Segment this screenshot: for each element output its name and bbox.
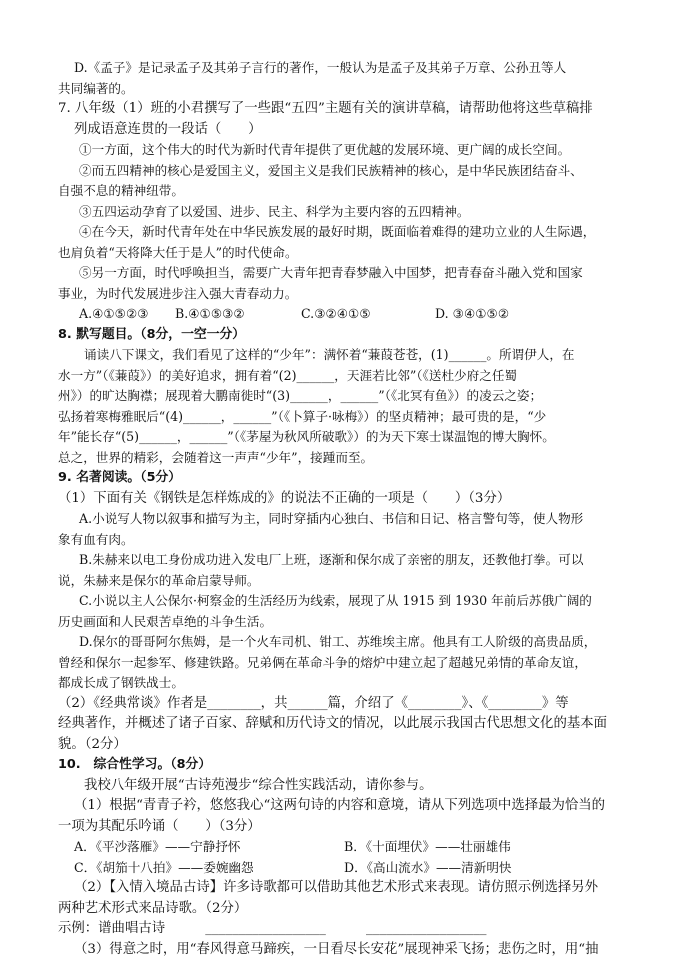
question-10-options-row-1	[58, 837, 644, 858]
option-a: A．《平沙落雁》——宁静抒怀	[74, 839, 241, 854]
text-line: D.《孟子》是记录孟子及其弟子言行的著作，一般认为是孟子及其弟子万章、公孙丑等人	[74, 60, 567, 75]
text-line: （1）下面有关《钢铁是怎样炼成的》的说法不正确的一项是（ ）（3分）	[58, 490, 511, 506]
text-line: ⑤另一方面，时代呼唤担当，需要广大青年把青春梦融入中国梦，把青春奋斗融入党和国家	[79, 265, 583, 280]
question-10-options-row-2	[58, 858, 644, 879]
text-line: 经典著作，并概述了诸子百家、辞赋和历代诗文的情况，以此展示我国古代思想文化的基本面	[58, 716, 608, 731]
questions-8-10-block	[58, 325, 644, 838]
text-line: ④在今天，新时代青年处在中华民族发展的最好时期，既面临着难得的建功立业的人生际遇，	[79, 224, 596, 239]
option-d: D．《高山流水》——清新明快	[344, 859, 512, 875]
text-line: 事业，为时代发展进步注入强大青春动力。	[58, 285, 298, 301]
text-line: （3）得意之时，用“春风得意马蹄疾，一日看尽长安花”展现神采飞扬；悲伤之时，用“抽	[74, 941, 599, 957]
text-line: 我校八年级开展“古诗苑漫步“综合性实践活动，请你参与。	[84, 777, 433, 793]
text-line: B.朱赫来以电工身份成功进入发电厂上班，逐渐和保尔成了亲密的朋友，还教他打拳。可以	[79, 552, 584, 567]
text-line: 10. 综合性学习。（8分）	[58, 757, 212, 772]
text-line: 两种艺术形式来品诗歌。（2分）	[58, 900, 248, 916]
text-line: 说，朱赫来是保尔的革命启蒙导师。	[58, 572, 260, 588]
text-line: 貌。（2分）	[58, 736, 127, 752]
text-line: 总之，世界的精彩，会随着这一声声“少年”，接踵而至。	[58, 449, 374, 465]
text-line: ③五四运动孕育了以爱国、进步、民主、科学为主要内容的五四精神。	[79, 203, 470, 219]
text-line: （2）《经典常谈》作者是________，共______篇，介绍了《________》、《________》等	[58, 695, 569, 711]
text-line: 自强不息的精神纽带。	[58, 183, 184, 198]
text-line: （1）根据“青青子衿，悠悠我心“这两句诗的内容和意境，请从下列选项中选择最为恰当的	[74, 798, 606, 813]
text-line: 水一方”（《蒹葭》）的美好追求，拥有着“(2)______，天涯若比邻”（《送杜少府之任蜀	[58, 367, 518, 383]
text-line: 州》）的旷达胸襟；展现着大鹏南徙时“(3)______，______”（《北冥有鱼》）的凌云之姿；	[58, 388, 543, 403]
text-line: C.小说以主人公保尔·柯察金的生活经历为线索，展现了从 1915 到 1930 年前后苏俄广阔的	[79, 593, 592, 608]
text-line: 共同编著的。	[58, 80, 134, 96]
text-line: 历史画面和人民艰苦卓绝的斗争生活。	[58, 613, 273, 629]
exam-page	[58, 58, 644, 960]
question-7-block	[58, 58, 644, 304]
option-d: D. ③④①⑤②	[435, 306, 510, 321]
text-line: ①一方面，这个伟大的时代为新时代青年提供了更优越的发展环境、更广阔的成长空间。	[79, 142, 571, 157]
text-line: 7. 八年级（1）班的小君撰写了一些跟“五四”主题有关的演讲草稿，请帮助他将这些草稿排	[58, 101, 593, 116]
text-line: 一项为其配乐吟诵（ ）（3分）	[58, 818, 261, 834]
text-line: 列成语意连贯的一段话（ ）	[74, 121, 262, 137]
option-c: C．《胡笳十八拍》——委婉幽怨	[74, 859, 254, 875]
option-b: B．《十面埋伏》——壮丽雄伟	[344, 839, 511, 854]
question-7-options	[58, 304, 644, 325]
option-b: B.④①⑤③②	[175, 306, 245, 321]
option-a: A.④①⑤②③	[79, 306, 149, 321]
text-line: D.保尔的哥哥阿尔焦姆，是一个火车司机、钳工、苏维埃主席。他具有工人阶级的高贵品质，	[79, 634, 597, 649]
text-line: 8. 默写题目。（8分，一空一分）	[58, 326, 246, 342]
text-line: A.小说写人物以叙事和描写为主，同时穿插内心独白、书信和日记、格言警句等，使人物形	[79, 511, 584, 526]
text-line: 弘扬着寒梅雅眠后“(4)______，______”（《卜算子·咏梅》）的坚贞精神；最可贵的是，“少	[58, 408, 547, 424]
text-line: 9. 名著阅读。（5分）	[58, 470, 182, 485]
text-line: 也肩负着“天将降大任于是人”的时代使命。	[58, 244, 298, 260]
text-line: （2）【入情入境品古诗】许多诗歌都可以借助其他艺术形式来表现。请仿照示例选择另外	[74, 880, 599, 895]
text-line: 示例：谱曲唱古诗 __________________ __________________	[58, 921, 487, 936]
text-line: ②而五四精神的核心是爱国主义，爱国主义是我们民族精神的核心，是中华民族团结奋斗、	[79, 162, 583, 178]
option-c: C.③②④①⑤	[301, 306, 371, 321]
text-line: 年”能长存“(5)______，______”（《茅屋为秋风所破歌》）的为天下寒士谋温饱的博大胸怀。	[58, 429, 555, 444]
question-10-continued-block	[58, 878, 644, 960]
text-line: 都成长成了钢铁战士。	[58, 675, 184, 690]
text-line: 象有血有肉。	[58, 531, 134, 547]
text-line: 诵读八下课文，我们看见了这样的“少年”：满怀着“蒹葭苍苍，(1)______。所谓伊人，在	[84, 347, 575, 362]
text-line: 曾经和保尔一起参军、修建铁路。兄弟俩在革命斗争的熔炉中建立起了超越兄弟情的革命友谊，	[58, 654, 587, 670]
